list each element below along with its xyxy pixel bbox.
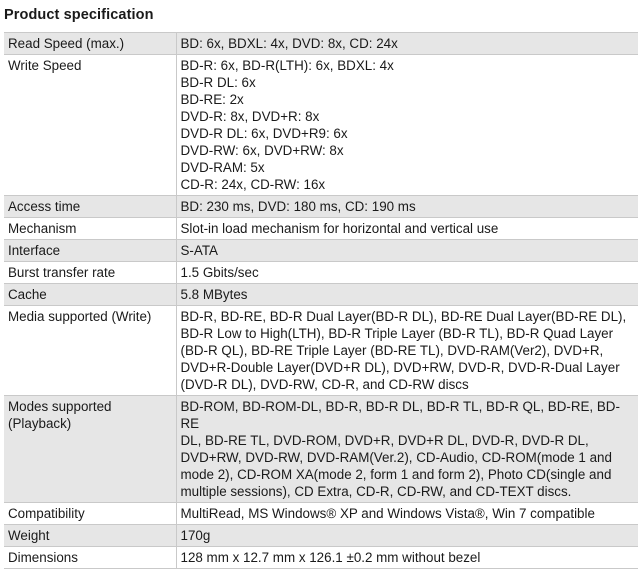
table-row <box>4 306 638 396</box>
spec-label: Weight <box>4 525 176 547</box>
spec-value: Slot-in load mechanism for horizontal and vertical use <box>176 218 638 240</box>
spec-label: Dimensions <box>4 547 176 569</box>
spec-label: Write Speed <box>4 55 176 196</box>
table-row <box>4 396 638 503</box>
spec-value: BD: 230 ms, DVD: 180 ms, CD: 190 ms <box>176 196 638 218</box>
spec-value: S-ATA <box>176 240 638 262</box>
spec-value: 1.5 Gbits/sec <box>176 262 638 284</box>
spec-value: BD-ROM, BD-ROM-DL, BD-R, BD-R DL, BD-R TL, BD-R QL, BD-RE, BD-RE DL, BD-RE TL, DVD-ROM, DVD+R, DVD+R DL, DVD-R, DVD-R DL, DVD+RW, DVD-RW, DVD-RAM(Ver.2), CD-Audio, CD-ROM(mode 1 and mode 2), CD-ROM XA(mode 2, form 1 and form 2), Photo CD(single and multiple sessions), CD Extra, CD-R, CD-RW, and CD-TEXT discs. <box>176 396 638 503</box>
spec-value: 128 mm x 12.7 mm x 126.1 ±0.2 mm without bezel <box>176 547 638 569</box>
spec-value: 5.8 MBytes <box>176 284 638 306</box>
table-row <box>4 547 638 569</box>
table-row <box>4 503 638 525</box>
spec-value: 170g <box>176 525 638 547</box>
spec-label: Cache <box>4 284 176 306</box>
table-row <box>4 262 638 284</box>
table-row <box>4 55 638 196</box>
table-row <box>4 196 638 218</box>
table-row <box>4 240 638 262</box>
spec-label: Burst transfer rate <box>4 262 176 284</box>
table-row <box>4 33 638 55</box>
spec-value: MultiRead, MS Windows® XP and Windows Vista®, Win 7 compatible <box>176 503 638 525</box>
spec-value: BD: 6x, BDXL: 4x, DVD: 8x, CD: 24x <box>176 33 638 55</box>
spec-label: Compatibility <box>4 503 176 525</box>
spec-label: Read Speed (max.) <box>4 33 176 55</box>
table-row <box>4 284 638 306</box>
spec-label: Interface <box>4 240 176 262</box>
spec-table-body <box>4 33 638 569</box>
page-title: Product specification <box>4 7 154 23</box>
spec-value: BD-R: 6x, BD-R(LTH): 6x, BDXL: 4x BD-R DL: 6x BD-RE: 2x DVD-R: 8x, DVD+R: 8x DVD-R DL: 6x, DVD+R9: 6x DVD-RW: 6x, DVD+RW: 8x DVD-RAM: 5x CD-R: 24x, CD-RW: 16x <box>176 55 638 196</box>
table-row <box>4 525 638 547</box>
spec-value: BD-R, BD-RE, BD-R Dual Layer(BD-R DL), BD-RE Dual Layer(BD-RE DL), BD-R Low to High(LTH), BD-R Triple Layer (BD-R TL), BD-R Quad Layer (BD-R QL), BD-RE Triple Layer (BD-RE TL), DVD-RAM(Ver2), DVD+R, DVD+R-Double Layer(DVD+R DL), DVD+RW, DVD-R, DVD-R-Dual Layer (DVD-R DL), DVD-RW, CD-R, and CD-RW discs <box>176 306 638 396</box>
spec-label: Modes supported (Playback) <box>4 396 176 503</box>
spec-label: Media supported (Write) <box>4 306 176 396</box>
spec-table <box>4 32 638 569</box>
table-row <box>4 218 638 240</box>
spec-label: Access time <box>4 196 176 218</box>
spec-label: Mechanism <box>4 218 176 240</box>
